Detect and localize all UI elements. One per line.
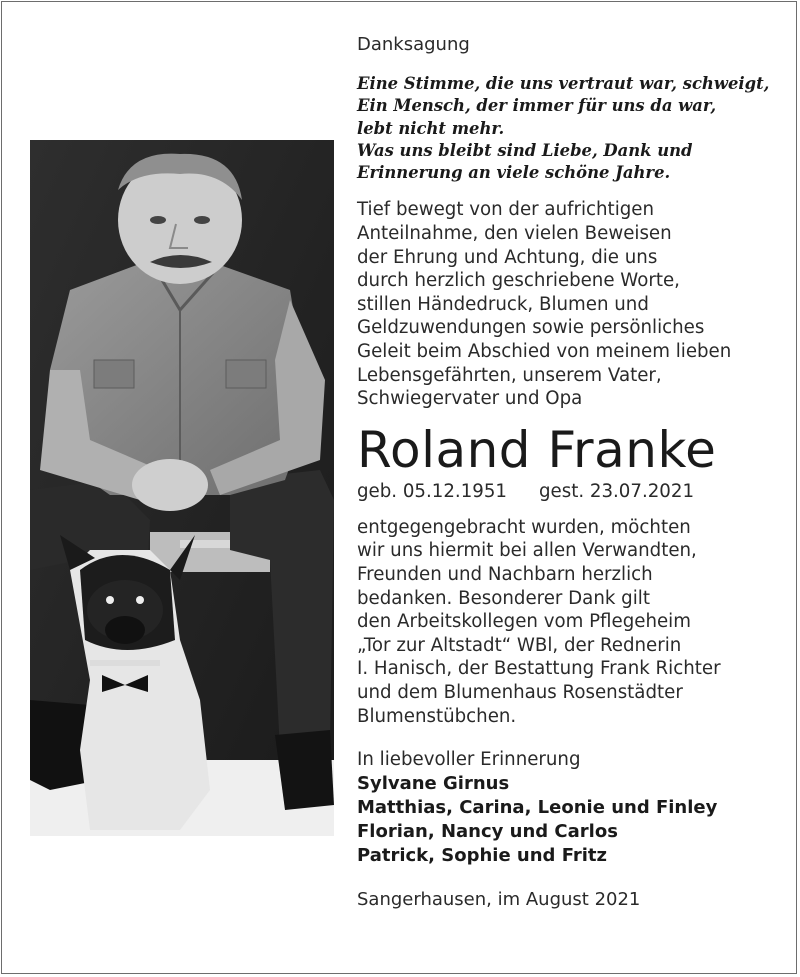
intro-line: stillen Händedruck, Blumen und <box>357 293 649 315</box>
intro-line: durch herzlich geschriebene Worte, <box>357 270 680 292</box>
poem-line: Erinnerung an viele schöne Jahre. <box>357 163 671 183</box>
family-names <box>357 772 777 868</box>
thanks-paragraph <box>357 516 777 728</box>
thanks-line: „Tor zur Altstadt“ WBl, der Rednerin <box>357 634 682 656</box>
poem <box>357 73 777 184</box>
deceased-name: Roland Franke <box>357 420 717 479</box>
poem-line: Was uns bleibt sind Liebe, Dank und <box>357 140 693 160</box>
intro-line: Anteilnahme, den vielen Beweisen <box>357 223 672 245</box>
intro-line: Geleit beim Abschied von meinem lieben <box>357 341 732 363</box>
place-and-date: Sangerhausen, im August 2021 <box>357 888 641 910</box>
thanks-line: bedanken. Besonderer Dank gilt <box>357 587 650 609</box>
thanks-line: den Arbeitskollegen vom Pflegeheim <box>357 611 691 633</box>
closing-phrase: In liebevoller Erinnerung <box>357 749 581 771</box>
birth-date: geb. 05.12.1951 <box>357 480 507 502</box>
thanks-line: und dem Blumenhaus Rosenstädter <box>357 681 683 703</box>
family-line: Sylvane Girnus <box>357 772 510 794</box>
life-dates <box>357 480 777 504</box>
thanks-line: wir uns hiermit bei allen Verwandten, <box>357 540 697 562</box>
portrait-photo <box>30 140 334 836</box>
thanks-line: Blumenstübchen. <box>357 705 517 727</box>
family-line: Florian, Nancy und Carlos <box>357 820 618 842</box>
intro-line: Tief bewegt von der aufrichtigen <box>357 199 655 221</box>
intro-line: Schwiegervater und Opa <box>357 388 583 410</box>
heading: Danksagung <box>357 34 470 55</box>
poem-line: lebt nicht mehr. <box>357 118 505 138</box>
family-line: Matthias, Carina, Leonie und Finley <box>357 796 718 818</box>
thanks-line: Freunden und Nachbarn herzlich <box>357 564 653 586</box>
text-column <box>357 33 777 912</box>
intro-line: der Ehrung und Achtung, die uns <box>357 246 658 268</box>
poem-line: Eine Stimme, die uns vertraut war, schweigt, <box>357 74 770 93</box>
poem-line: Ein Mensch, der immer für uns da war, <box>357 96 717 116</box>
intro-paragraph <box>357 198 777 410</box>
intro-line: Lebensgefährten, unserem Vater, <box>357 364 662 386</box>
death-date: gest. 23.07.2021 <box>538 480 695 502</box>
family-line: Patrick, Sophie und Fritz <box>357 844 607 866</box>
thanks-line: entgegengebracht wurden, möchten <box>357 516 691 538</box>
thanks-line: I. Hanisch, der Bestattung Frank Richter <box>357 658 721 680</box>
intro-line: Geldzuwendungen sowie persönliches <box>357 317 705 339</box>
